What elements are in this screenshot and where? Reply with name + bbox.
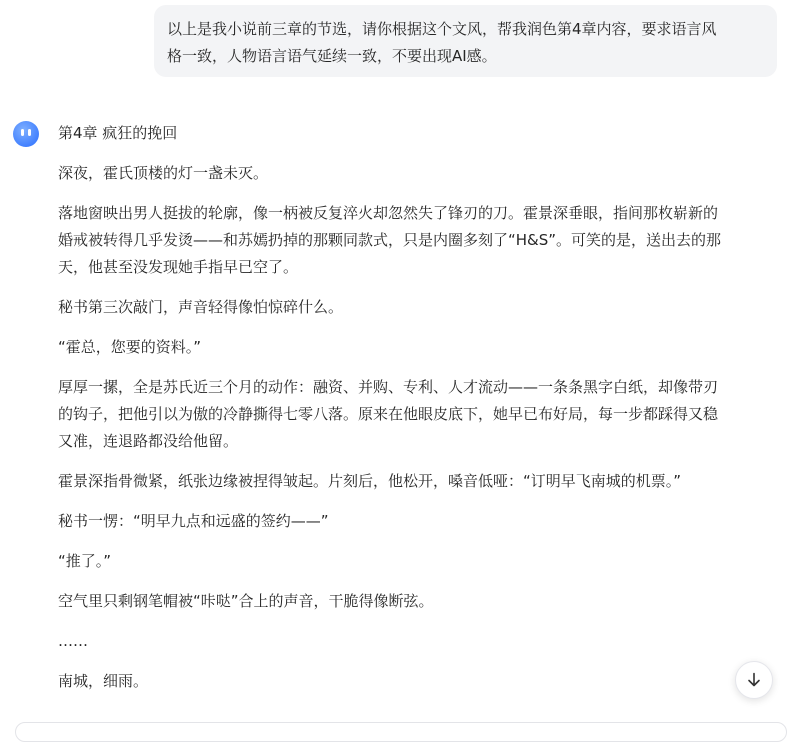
paragraph — [58, 508, 770, 535]
paragraph-line: 秘书第三次敲门，声音轻得像怕惊碎什么。 — [58, 298, 344, 316]
paragraph-line: “推了。” — [58, 552, 112, 570]
paragraph — [58, 294, 770, 321]
paragraph — [58, 668, 770, 695]
user-message-line: 以上是我小说前三章的节选，请你根据这个文风，帮我润色第4章内容，要求语言风 — [167, 20, 717, 38]
paragraph-line: …… — [58, 632, 88, 650]
arrow-down-icon — [745, 671, 763, 689]
paragraph-line: 落地窗映出男人挺拔的轮廓，像一柄被反复淬火却忽然失了锋刃的刀。霍景深垂眼，指间那枚崭新的 — [58, 204, 719, 222]
message-composer[interactable] — [15, 722, 787, 742]
user-message-line: 格一致，人物语言语气延续一致，不要出现AI感。 — [167, 47, 497, 65]
paragraph-line: 空气里只剩钢笔帽被“咔哒”合上的声音，干脆得像断弦。 — [58, 592, 434, 610]
paragraph — [58, 548, 770, 575]
paragraph — [58, 160, 770, 187]
paragraph-line: 霍景深指骨微紧，纸张边缘被捏得皱起。片刻后，他松开，嗓音低哑：“订明早飞南城的机票。” — [58, 472, 682, 490]
paragraph — [58, 628, 770, 655]
chapter-title: 第4章 疯狂的挽回 — [58, 124, 178, 142]
assistant-answer — [58, 120, 770, 708]
paragraph-line: 的钩子，把他引以为傲的冷静撕得七零八落。原来在他眼皮底下，她早已布好局，每一步都踩得又稳 — [58, 405, 719, 423]
paragraph-line: 深夜，霍氏顶楼的灯一盏未灭。 — [58, 164, 269, 182]
paragraph-line: 又准，连退路都没给他留。 — [58, 432, 239, 450]
scroll-to-bottom-button[interactable] — [735, 661, 773, 699]
paragraph — [58, 374, 770, 455]
user-message-bubble — [154, 5, 777, 77]
paragraph — [58, 334, 770, 361]
assistant-avatar-icon — [12, 120, 40, 148]
paragraph-line: 南城，细雨。 — [58, 672, 149, 690]
paragraph-line: 秘书一愣：“明早九点和远盛的签约——” — [58, 512, 329, 530]
paragraph-line: 天，他甚至没发现她手指早已空了。 — [58, 258, 299, 276]
paragraph — [58, 200, 770, 281]
paragraph-line: “霍总，您要的资料。” — [58, 338, 202, 356]
paragraph — [58, 588, 770, 615]
paragraph-line: 婚戒被转得几乎发烫——和苏嫣扔掉的那颗同款式，只是内圈多刻了“H&S”。可笑的是，送出去的那 — [58, 231, 722, 249]
paragraph-line: 厚厚一摞，全是苏氏近三个月的动作：融资、并购、专利、人才流动——一条条黑字白纸，却像带刃 — [58, 378, 719, 396]
paragraph — [58, 468, 770, 495]
